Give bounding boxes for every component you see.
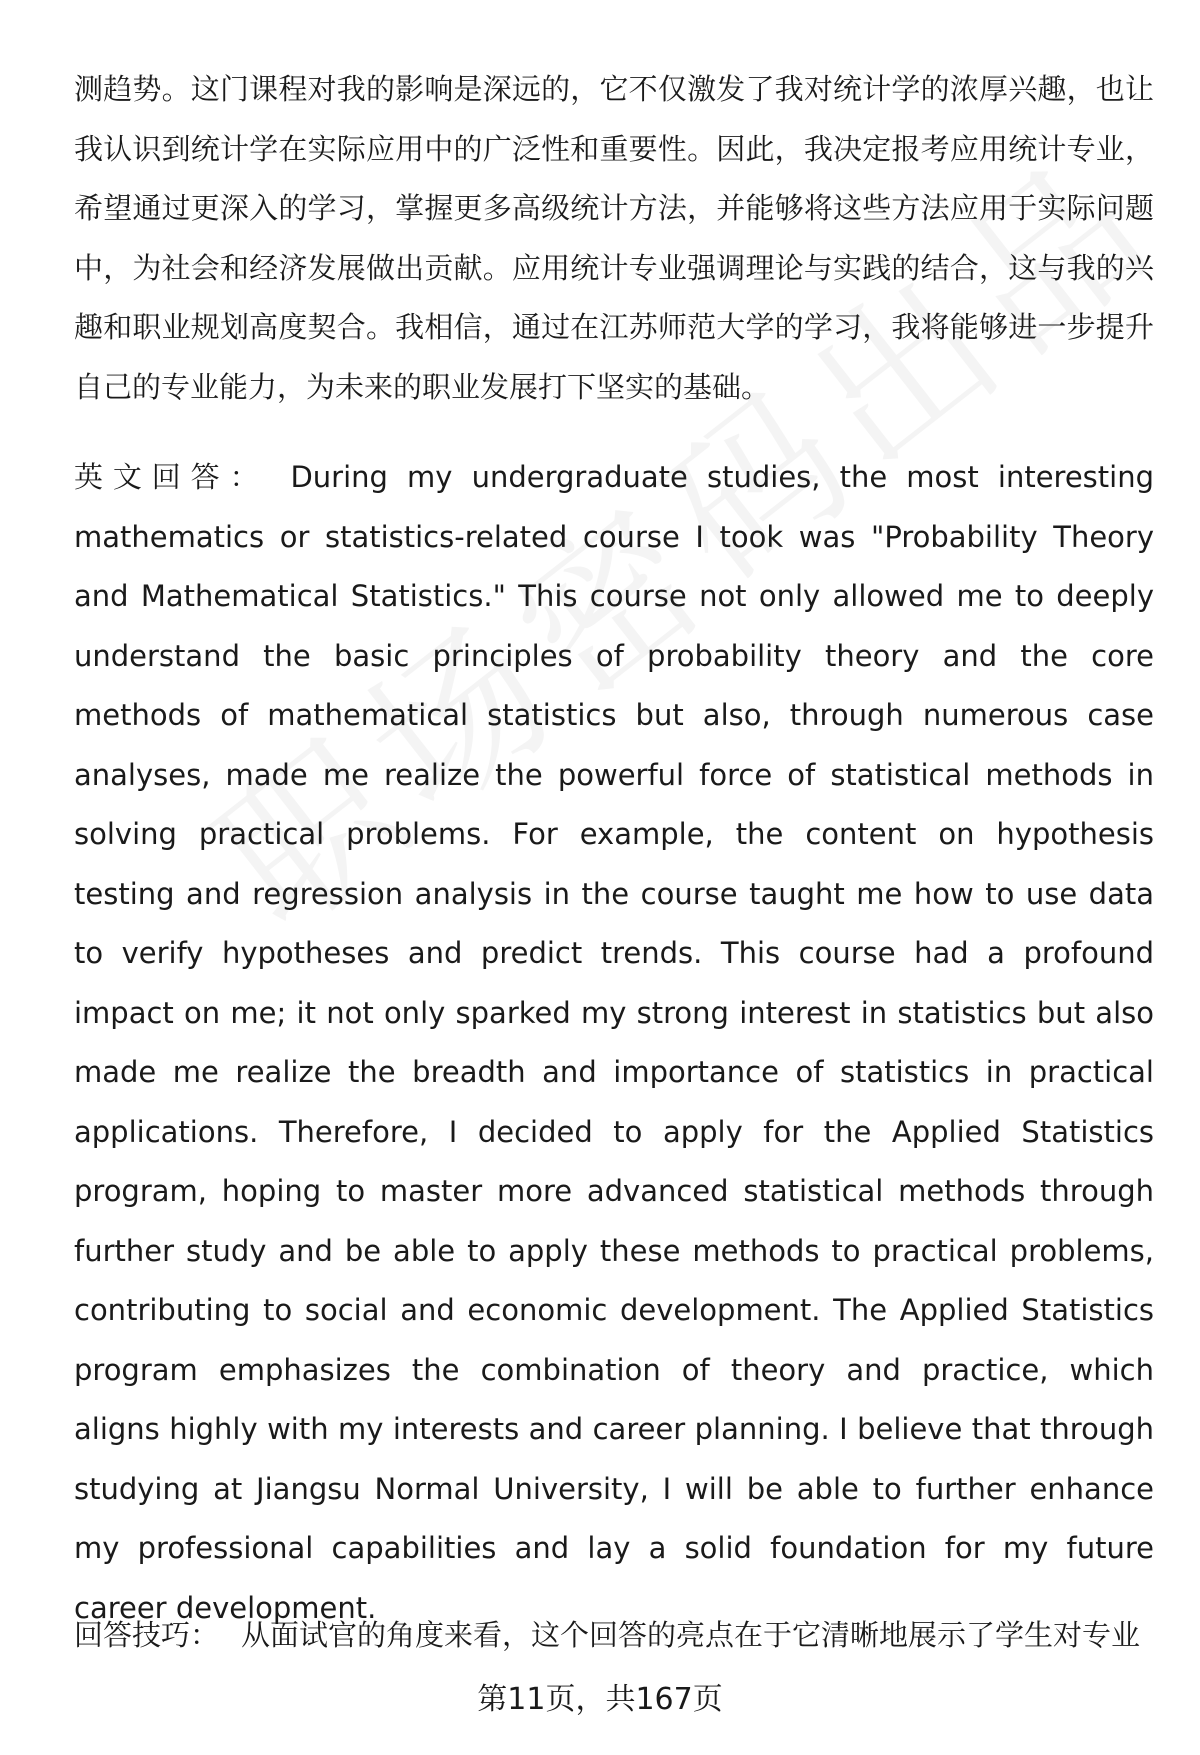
paragraph-continued-text: 测趋势。这门课程对我的影响是深远的，它不仅激发了我对统计学的浓厚兴趣，也让我认识到统计学在实际应用中的广泛性和重要性。因此，我决定报考应用统计专业，希望通过更深入的学习，掌握更多高级统计方法，并能够将这些方法应用于实际问题中，为社会和经济发展做出贡献。应用统计专业强调理论与实践的结合，这与我的兴趣和职业规划高度契合。我相信，通过在江苏师范大学的学习，我将能够进一步提升自己的专业能力，为未来的职业发展打下坚实的基础。 xyxy=(74,72,1154,404)
english-answer-label: 英文回答： xyxy=(74,460,269,494)
english-answer-paragraph xyxy=(74,448,1154,1638)
english-answer-text: During my undergraduate studies, the most interesting mathematics or statistics-related course I took was "Probability Theory and Mathematical Statistics." This course not only allowed me to deeply understand the basic principles of probability theory and the core methods of mathematical statistics but also, through numerous case analyses, made me realize the powerful force of statistical methods in solving practical problems. For example, the content on hypothesis testing and regression analysis in the course taught me how to use data to verify hypotheses and predict trends. This course had a profound impact on me; it not only sparked my strong interest in statistics but also made me realize the breadth and importance of statistics in practical applications. Therefore, I decided to apply for the Applied Statistics program, hoping to master more advanced statistical methods through further study and be able to apply these methods to practical problems, contributing to social and economic development. The Applied Statistics program emphasizes the combination of theory and practice, which aligns highly with my interests and career planning. I believe that through studying at Jiangsu Normal University, I will be able to further enhance my professional capabilities and lay a solid foundation for my future career development. xyxy=(74,460,1154,1625)
answer-tips-label: 回答技巧： xyxy=(74,1618,220,1652)
answer-tips-paragraph xyxy=(74,1606,1154,1666)
paragraph-continued xyxy=(74,60,1154,417)
page-footer xyxy=(0,1670,1200,1730)
page-number: 第11页，共167页 xyxy=(477,1682,723,1717)
answer-tips-text: 从面试官的角度来看，这个回答的亮点在于它清晰地展示了学生对专业 xyxy=(241,1618,1141,1652)
